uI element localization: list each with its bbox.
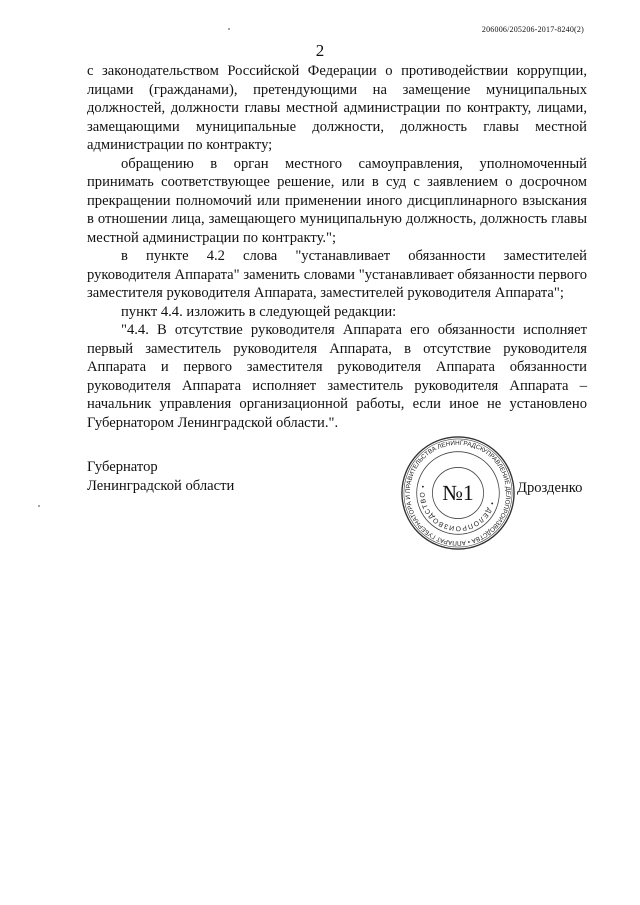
paragraph-4: пункт 4.4. изложить в следующей редакции:	[121, 303, 397, 320]
official-seal	[399, 434, 517, 552]
seal-inner-text: • ДЕЛОПРОИЗВОДСТВО •	[419, 483, 496, 532]
seal-number: №1	[442, 480, 474, 505]
paragraph-5: "4.4. В отсутствие руководителя Аппарата его обязанности исполняет первый заместитель руководителя Аппарата, в отсутствие руководителя Аппарата и первого заместителя руководителя Аппарата обязанности руководителя Аппарата исполняет заместитель руководителя Аппарата – начальник управления организационной работы, если иное не установлено Губернатором Ленинградской области.".	[87, 322, 587, 431]
seal-outer-text: УПРАВЛЕНИЕ ДЕЛОПРОИЗВОДСТВА • АППАРАТ ГУБЕРНАТОРА И ПРАВИТЕЛЬСТВА ЛЕНИНГРАДСКОЙ	[404, 439, 512, 547]
scan-artifact-dot	[228, 28, 230, 30]
signatory-position	[87, 458, 234, 495]
page-number: 2	[315, 41, 325, 60]
signatory-name: Дрозденко	[517, 480, 583, 496]
paragraph-2: обращению в орган местного самоуправления, уполномоченный принимать соответствующее решение, или в суд с заявлением о досрочном прекращении полномочий или применении иного дисциплинарного взыскания в отношении лица, замещающего муниципальную должность, должность главы местной администрации по контракту.";	[87, 155, 587, 246]
paragraph-1: с законодательством Российской Федерации о противодействии коррупции, лицами (гражданами), претендующими на замещение муниципальных должностей, должности главы местной администрации по контракту, лицами, замещающими муниципальные должности, должность главы местной администрации по контракту;	[87, 63, 587, 153]
document-body	[87, 62, 587, 432]
signatory-position-line-2: Ленинградской области	[87, 477, 235, 494]
scan-artifact-dot	[38, 505, 40, 507]
paragraph-3: в пункте 4.2 слова "устанавливает обязанности заместителей руководителя Аппарата" заменить словами "устанавливает обязанности первого заместителя руководителя Аппарата, заместителей руководителя Аппарата";	[87, 248, 587, 301]
signatory-position-line-1: Губернатор	[87, 459, 158, 475]
document-registration-number: 206006/205206-2017-8240(2)	[481, 25, 584, 34]
